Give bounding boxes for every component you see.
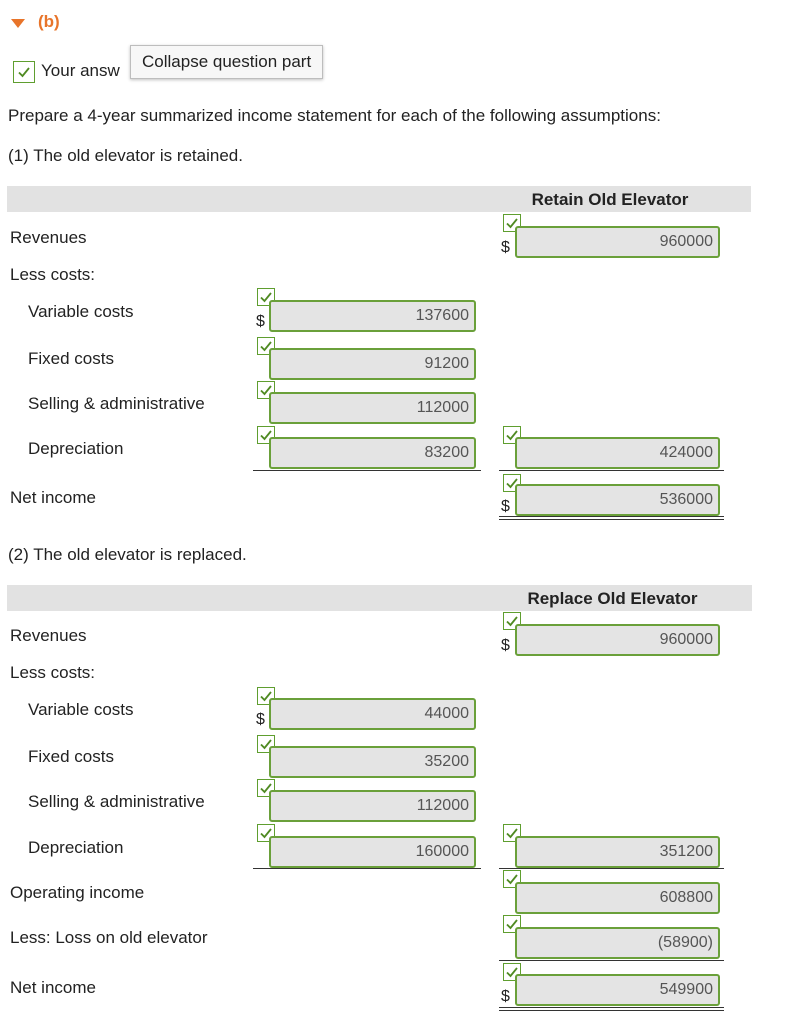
- s2-net-income-dollar: $: [501, 988, 510, 1005]
- s2-costs-underline: [253, 868, 481, 869]
- s1-depreciation-label: Depreciation: [28, 439, 124, 458]
- part-label[interactable]: (b): [38, 12, 60, 31]
- s2-loss-underline: [499, 960, 724, 961]
- s2-revenues-label: Revenues: [10, 626, 87, 645]
- s2-less-costs-label: Less costs:: [10, 663, 96, 682]
- your-answer-text[interactable]: Your answ: [41, 61, 120, 80]
- s2-loss-label: Less: Loss on old elevator: [10, 928, 208, 947]
- section-2-heading: (2) The old elevator is replaced.: [8, 545, 247, 564]
- s2-variable-input[interactable]: 44000: [269, 698, 476, 730]
- instructions: Prepare a 4-year summarized income statement for each of the following assumptions:: [8, 106, 661, 125]
- collapse-tooltip: Collapse question part: [130, 45, 323, 79]
- s2-depreciation-input[interactable]: 160000: [269, 836, 476, 868]
- s2-selling-input[interactable]: 112000: [269, 790, 476, 822]
- s2-revenues-input[interactable]: 960000: [515, 624, 720, 656]
- s2-total-costs-input[interactable]: 351200: [515, 836, 720, 868]
- s1-costs-underline: [253, 470, 481, 471]
- s1-revenues-dollar: $: [501, 239, 510, 256]
- s2-loss-input[interactable]: (58900): [515, 927, 720, 959]
- s2-variable-label: Variable costs: [28, 700, 134, 719]
- section-1-heading: (1) The old elevator is retained.: [8, 146, 243, 165]
- s1-total-underline: [499, 470, 724, 471]
- s1-net-income-input[interactable]: 536000: [515, 484, 720, 516]
- s2-net-income-input[interactable]: 549900: [515, 974, 720, 1006]
- s2-fixed-input[interactable]: 35200: [269, 746, 476, 778]
- s1-variable-input[interactable]: 137600: [269, 300, 476, 332]
- s2-fixed-label: Fixed costs: [28, 747, 114, 766]
- s1-revenues-input[interactable]: 960000: [515, 226, 720, 258]
- s2-net-income-label: Net income: [10, 978, 96, 997]
- s1-less-costs-label: Less costs:: [10, 265, 96, 284]
- section-2-column-header: Replace Old Elevator: [527, 589, 698, 608]
- collapse-triangle-icon[interactable]: [11, 19, 25, 28]
- s2-operating-income-input[interactable]: 608800: [515, 882, 720, 914]
- s1-fixed-input[interactable]: 91200: [269, 348, 476, 380]
- s1-depreciation-input[interactable]: 83200: [269, 437, 476, 469]
- section-1-column-header: Retain Old Elevator: [531, 190, 689, 209]
- s1-net-income-dollar: $: [501, 498, 510, 515]
- s1-variable-label: Variable costs: [28, 302, 134, 321]
- s2-variable-dollar: $: [256, 711, 265, 728]
- s2-operating-income-label: Operating income: [10, 883, 145, 902]
- s1-net-income-double-underline: [499, 516, 724, 520]
- s2-depreciation-label: Depreciation: [28, 838, 124, 857]
- s1-total-costs-input[interactable]: 424000: [515, 437, 720, 469]
- s2-selling-label: Selling & administrative: [28, 792, 205, 811]
- s1-selling-input[interactable]: 112000: [269, 392, 476, 424]
- s2-revenues-dollar: $: [501, 637, 510, 654]
- s2-net-income-double-underline: [499, 1007, 724, 1011]
- s1-variable-dollar: $: [256, 313, 265, 330]
- s2-total-underline: [499, 868, 724, 869]
- answer-check-icon: [13, 61, 35, 83]
- s1-fixed-label: Fixed costs: [28, 349, 114, 368]
- s1-revenues-label: Revenues: [10, 228, 87, 247]
- s1-selling-label: Selling & administrative: [28, 394, 205, 413]
- s1-net-income-label: Net income: [10, 488, 96, 507]
